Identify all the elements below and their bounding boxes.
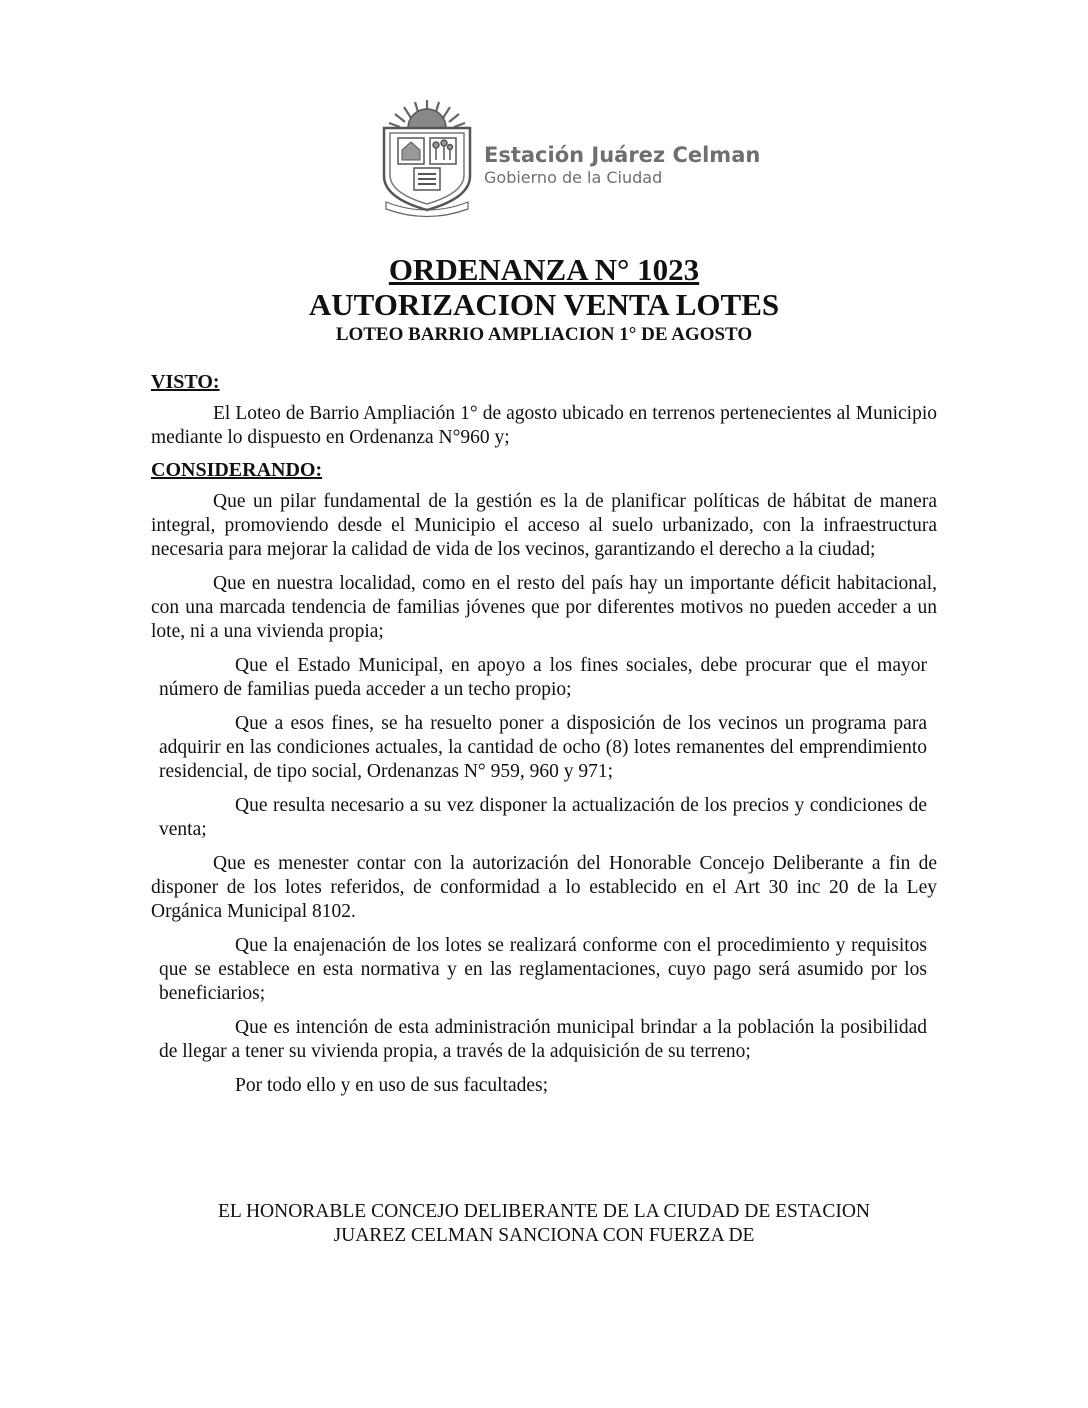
brand-name: Estación Juárez Celman	[484, 143, 761, 167]
document-body	[151, 370, 937, 1098]
considerando-paragraph-3: Que el Estado Municipal, en apoyo a los fines sociales, debe procurar que el mayor número de familias pueda acceder a un techo propio;	[159, 655, 927, 700]
considerando-heading: CONSIDERANDO:	[151, 459, 323, 481]
ordinance-title: AUTORIZACION VENTA LOTES	[308, 287, 780, 322]
considerando-paragraph-4: Que a esos fines, se ha resuelto poner a disposición de los vecinos un programa para adquirir en las condiciones actuales, la cantidad de ocho (8) lotes remanentes del emprendimiento residencial, de tipo social, Ordenanzas N° 959, 960 y 971;	[159, 713, 927, 782]
considerando-paragraph-1: Que un pilar fundamental de la gestión es la de planificar políticas de hábitat de manera integral, promoviendo desde el Municipio el acceso al suelo urbanizado, con la infraestructura necesaria para mejorar la calidad de vida de los vecinos, garantizando el derecho a la ciudad;	[151, 491, 937, 560]
visto-paragraph: El Loteo de Barrio Ampliación 1° de agosto ubicado en terrenos pertenecientes al Municipio mediante lo dispuesto en Ordenanza N°960 y;	[151, 403, 937, 448]
brand-block	[484, 142, 760, 188]
considerando-paragraph-2: Que en nuestra localidad, como en el resto del país hay un importante déficit habitacional, con una marcada tendencia de familias jóvenes que por diferentes motivos no pueden acceder a un lote, ni a una vivienda propia;	[151, 573, 937, 642]
brand-subtitle: Gobierno de la Ciudad	[484, 168, 663, 187]
considerando-closing: Por todo ello y en uso de sus facultades;	[235, 1075, 549, 1096]
municipal-crest-icon	[378, 98, 476, 218]
sanciona-line-1: EL HONORABLE CONCEJO DELIBERANTE DE LA CIUDAD DE ESTACION	[217, 1201, 870, 1222]
sanciona-statement	[0, 1200, 1088, 1248]
considerando-paragraph-7: Que la enajenación de los lotes se realizará conforme con el procedimiento y requisitos que se establece en esta normativa y en las reglamentaciones, cuyo pago será asumido por los beneficiarios;	[159, 935, 927, 1004]
considerando-paragraph-6: Que es menester contar con la autorización del Honorable Concejo Deliberante a fin de disponer de los lotes referidos, de conformidad a lo establecido en el Art 30 inc 20 de la Ley Orgánica Municipal 8102.	[151, 853, 937, 922]
sanciona-line-2: JUAREZ CELMAN SANCIONA CON FUERZA DE	[333, 1225, 755, 1246]
visto-heading: VISTO:	[151, 371, 220, 393]
ordinance-number: ORDENANZA N° 1023	[388, 252, 700, 287]
considerando-paragraph-8: Que es intención de esta administración municipal brindar a la población la posibilidad de llegar a tener su vivienda propia, a través de la adquisición de su terreno;	[159, 1017, 927, 1062]
title-block	[0, 252, 1088, 346]
letterhead	[378, 98, 761, 218]
ordinance-subtitle: LOTEO BARRIO AMPLIACION 1° DE AGOSTO	[335, 324, 753, 345]
considerando-paragraph-5: Que resulta necesario a su vez disponer la actualización de los precios y condiciones de venta;	[159, 795, 927, 840]
